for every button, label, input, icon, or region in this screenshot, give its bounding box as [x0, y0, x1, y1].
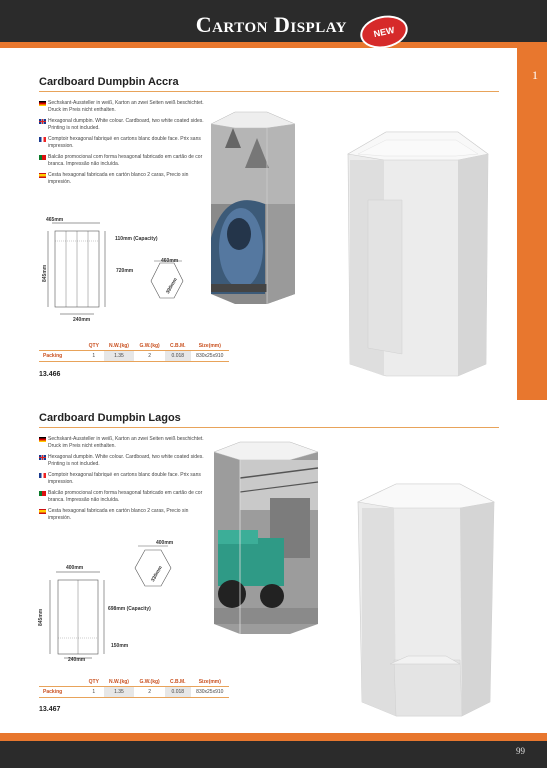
description-text: Comptoir hexagonal fabriqué en cartons blanc double face. Prix sans impression.	[48, 472, 201, 485]
german-flag-icon	[39, 101, 46, 106]
new-badge: NEW	[357, 11, 411, 52]
table-header: QTY	[84, 342, 104, 351]
portuguese-flag-icon	[39, 155, 46, 160]
description-text: Hexagonal dumpbin. White colour. Cardboard, two white coated sides. Printing is not included.	[48, 118, 204, 131]
table-cell: 2	[148, 689, 151, 695]
product-photo-printed-accra	[205, 108, 305, 304]
description-es	[39, 508, 209, 521]
header-accent-strip	[0, 42, 547, 48]
technical-drawing-lagos	[30, 540, 210, 670]
table-cell: 0.018	[165, 687, 191, 698]
german-flag-icon	[39, 437, 46, 442]
french-flag-icon	[39, 473, 46, 478]
product-photo-printed-lagos	[210, 438, 322, 634]
table-header: Size(mm)	[191, 678, 229, 687]
product-code: 13.466	[39, 371, 61, 378]
dimension-hex-width: 400mm	[156, 540, 174, 546]
table-cell: 830x25x910	[196, 689, 224, 695]
description-text: Comptoir hexagonal fabriqué en cartons blanc double face. Prix sans impression.	[48, 136, 201, 149]
french-flag-icon	[39, 137, 46, 142]
packing-table-accra	[39, 342, 229, 362]
dimension-capacity: 110mm (Capacity)	[115, 236, 158, 242]
dimension-inner: 720mm	[116, 268, 134, 274]
table-row-label: Packing	[43, 353, 63, 359]
table-row-label: Packing	[43, 689, 63, 695]
dimension-hex-width: 460mm	[161, 258, 179, 264]
table-header: N.W.(kg)	[104, 342, 134, 351]
dimension-hex-depth: 330mm	[150, 565, 164, 583]
product-descriptions	[39, 100, 209, 185]
description-text: Balcão promocional com forma hexagonal fabricado em cartão de cor branca. Impressão não incluída.	[48, 154, 203, 167]
packing-table-lagos	[39, 678, 229, 698]
table-header: G.W.(kg)	[134, 678, 165, 687]
table-header: Size(mm)	[191, 342, 229, 351]
description-text: Balcão promocional com forma hexagonal fabricado em cartão de cor branca. Impressão não incluída.	[48, 490, 203, 503]
page-number: 99	[516, 746, 525, 756]
dimension-height: 845mm	[38, 608, 44, 626]
table-cell: 2	[148, 353, 151, 359]
dimension-capacity: 150mm	[111, 643, 129, 649]
product-title: Cardboard Dumpbin Lagos	[39, 412, 499, 428]
product-photo-blank-lagos	[350, 480, 500, 720]
description-text: Sechskant-Aussteller in weiß, Karton an zwei Seiten weiß beschichtet. Druck im Preis nicht enthalten.	[48, 436, 204, 449]
table-header: N.W.(kg)	[104, 678, 134, 687]
table-cell: 1.35	[104, 687, 134, 698]
dimension-bottom: 240mm	[68, 657, 86, 663]
table-header: QTY	[84, 678, 104, 687]
table-cell: 830x25x910	[196, 353, 224, 359]
table-cell: 1	[92, 689, 96, 695]
chapter-number: 1	[532, 68, 538, 82]
description-en	[39, 118, 209, 131]
spanish-flag-icon	[39, 509, 46, 514]
uk-flag-icon	[39, 119, 46, 124]
portuguese-flag-icon	[39, 491, 46, 496]
table-header: G.W.(kg)	[134, 342, 165, 351]
dimension-top-width: 465mm	[46, 217, 64, 223]
product-photo-blank-accra	[338, 128, 498, 378]
product-code: 13.467	[39, 706, 61, 713]
description-es	[39, 172, 209, 185]
product-title: Cardboard Dumpbin Accra	[39, 76, 499, 92]
description-fr	[39, 472, 209, 485]
description-de	[39, 436, 209, 449]
page-header-title: Carton Display	[195, 12, 347, 37]
uk-flag-icon	[39, 455, 46, 460]
description-text: Cesta hexagonal fabricada en cartón blanco 2 caras, Precio sin impresión.	[48, 172, 189, 185]
table-cell: 1	[92, 353, 96, 359]
dimension-hex-depth: 390mm	[165, 277, 179, 295]
description-pt	[39, 490, 209, 503]
spanish-flag-icon	[39, 173, 46, 178]
dimension-inner: 698mm (Capacity)	[108, 606, 151, 612]
description-text: Hexagonal dumpbin. White colour. Cardboard, two white coated sides. Printing is not included.	[48, 454, 204, 467]
table-header: C.B.M.	[165, 342, 191, 351]
description-en	[39, 454, 209, 467]
description-text: Sechskant-Aussteller in weiß, Karton an zwei Seiten weiß beschichtet. Druck im Preis nicht enthalten.	[48, 100, 204, 113]
dimension-top-width: 400mm	[66, 565, 84, 571]
description-text: Cesta hexagonal fabricada en cartón blanco 2 caras, Precio sin impresión.	[48, 508, 189, 521]
table-cell: 0.018	[165, 351, 191, 362]
chapter-side-tab	[517, 48, 547, 400]
description-pt	[39, 154, 209, 167]
footer-accent-strip	[0, 733, 547, 741]
product-descriptions	[39, 436, 209, 521]
table-cell: 1.35	[104, 351, 134, 362]
description-de	[39, 100, 209, 113]
description-fr	[39, 136, 209, 149]
dimension-bottom: 240mm	[73, 317, 91, 323]
table-header: C.B.M.	[165, 678, 191, 687]
footer-bar	[0, 741, 547, 768]
dimension-height: 845mm	[42, 264, 48, 282]
